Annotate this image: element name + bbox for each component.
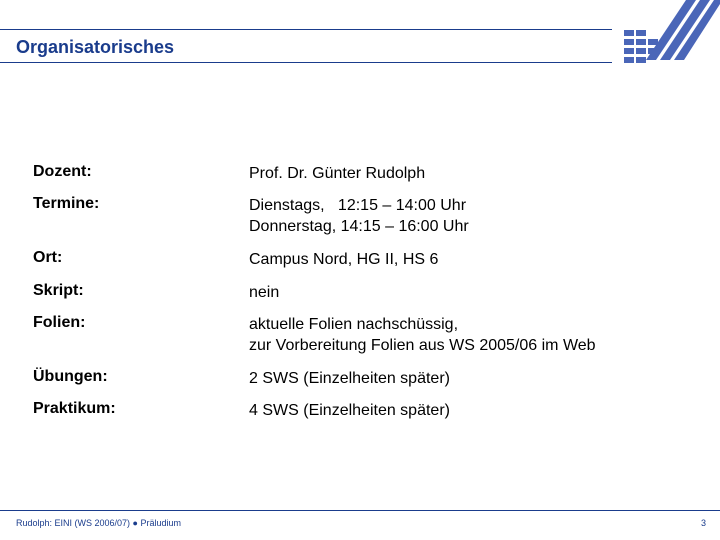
row-label: Übungen:: [33, 368, 108, 385]
row-label: Praktikum:: [33, 400, 116, 417]
row-value-line: Campus Nord, HG II, HS 6: [249, 251, 439, 268]
row-value-line: aktuelle Folien nachschüssig,: [249, 316, 459, 333]
row-label: Ort:: [33, 249, 63, 266]
row-value: [249, 163, 689, 184]
row-value-line: Dienstags, 12:15 – 14:00 Uhr: [249, 197, 467, 214]
page-number: 3: [700, 518, 706, 528]
row-value: [249, 282, 689, 303]
header-top-rule: [0, 29, 612, 30]
footer-text: Rudolph: EINI (WS 2006/07) ● Präludium: [16, 518, 182, 528]
row-label: Folien:: [33, 314, 86, 331]
university-logo-icon: [616, 0, 720, 66]
footer-rule: [0, 510, 720, 511]
row-value-line: nein: [249, 284, 280, 301]
header-rule: [0, 62, 612, 63]
row-value-line: 2 SWS (Einzelheiten später): [249, 370, 450, 387]
row-label: Termine:: [33, 195, 100, 212]
row-value: [249, 314, 689, 356]
slide-title: Organisatorisches: [16, 37, 175, 57]
row-value: [249, 400, 689, 421]
row-label: Skript:: [33, 282, 84, 299]
row-value: [249, 195, 689, 237]
row-value-line: Prof. Dr. Günter Rudolph: [249, 165, 426, 182]
row-value: [249, 249, 689, 270]
row-value: [249, 368, 689, 389]
row-value-line: Donnerstag, 14:15 – 16:00 Uhr: [249, 218, 469, 235]
row-label: Dozent:: [33, 163, 92, 180]
row-value-line: zur Vorbereitung Folien aus WS 2005/06 im Web: [249, 337, 596, 354]
row-value-line: 4 SWS (Einzelheiten später): [249, 402, 450, 419]
